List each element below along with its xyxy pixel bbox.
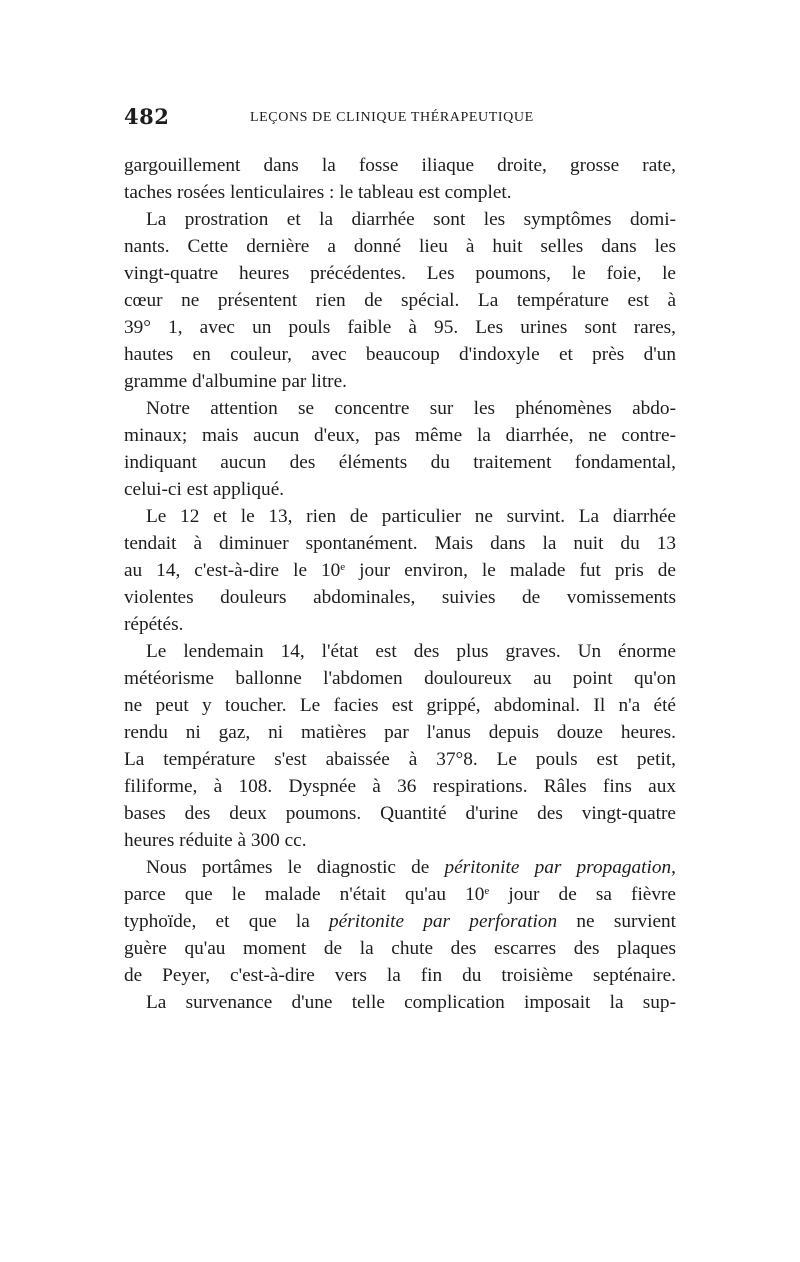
text-line: taches rosées lenticulaires : le tableau est complet. [124,182,512,203]
text-line: répétés. [124,614,184,635]
text-fragment: Nous portâmes le diagnostic de [146,857,445,878]
text-line [124,881,676,908]
italic-term: péritonite par perforation [329,911,558,932]
text-fragment: jour environ, le malade fut pris de [345,560,676,581]
text-line: celui-ci est appliqué. [124,479,285,500]
text-line: guère qu'au moment de la chute des escarres des plaques [124,938,676,959]
text-line: 39° 1, avec un pouls faible à 95. Les urines sont rares, [124,317,676,338]
text-line: de Peyer, c'est-à-dire vers la fin du troisième septénaire. [124,965,676,986]
italic-term: péritonite par propagation [444,857,672,878]
text-line: Le 12 et le 13, rien de particulier ne survint. La diarrhée [146,506,676,527]
ordinal-superscript: e [340,561,346,573]
text-line: filiforme, à 108. Dyspnée à 36 respirations. Râles fins aux [124,776,676,797]
text-line: heures réduite à 300 cc. [124,830,307,851]
text-line: La prostration et la diarrhée sont les symptômes domi- [146,209,676,230]
text-line: bases des deux poumons. Quantité d'urine des vingt-quatre [124,803,676,824]
text-line: gargouillement dans la fosse iliaque droite, grosse rate, [124,155,676,176]
text-line: La température s'est abaissée à 37°8. Le pouls est petit, [124,749,676,770]
text-line: hautes en couleur, avec beaucoup d'indoxyle et près d'un [124,344,676,365]
body-text [124,152,676,1016]
text-line: gramme d'albumine par litre. [124,371,347,392]
page-header [124,104,680,134]
text-fragment: typhoïde, et que la [124,911,330,932]
text-fragment: jour de sa fièvre [489,884,676,905]
ordinal-superscript: e [484,885,490,897]
text-line: cœur ne présentent rien de spécial. La température est à [124,290,676,311]
text-line: Le lendemain 14, l'état est des plus graves. Un énorme [146,641,676,662]
text-fragment: au 14, c'est-à-dire le 10 [124,560,341,581]
text-line: ne peut y toucher. Le facies est grippé, abdominal. Il n'a été [124,695,676,716]
text-line: violentes douleurs abdominales, suivies de vomissements [124,587,676,608]
text-line: indiquant aucun des éléments du traitement fondamental, [124,452,676,473]
text-fragment: parce que le malade n'était qu'au 10 [124,884,485,905]
text-line: nants. Cette dernière a donné lieu à huit selles dans les [124,236,676,257]
text-line [124,557,676,584]
running-title: LEÇONS DE CLINIQUE THÉRAPEUTIQUE [250,110,534,125]
text-fragment: , [671,857,676,878]
text-line [124,854,676,881]
text-line: vingt-quatre heures précédentes. Les poumons, le foie, le [124,263,676,284]
text-line [124,908,676,935]
text-fragment: ne survient [557,911,677,932]
text-line: météorisme ballonne l'abdomen douloureux au point qu'on [124,668,676,689]
text-line: rendu ni gaz, ni matières par l'anus depuis douze heures. [124,722,676,743]
page-number: 482 [124,104,170,129]
text-line: La survenance d'une telle complication imposait la sup- [146,992,676,1013]
text-line: minaux; mais aucun d'eux, pas même la diarrhée, ne contre- [124,425,676,446]
text-line: Notre attention se concentre sur les phénomènes abdo- [146,398,676,419]
text-line: tendait à diminuer spontanément. Mais dans la nuit du 13 [124,533,676,554]
